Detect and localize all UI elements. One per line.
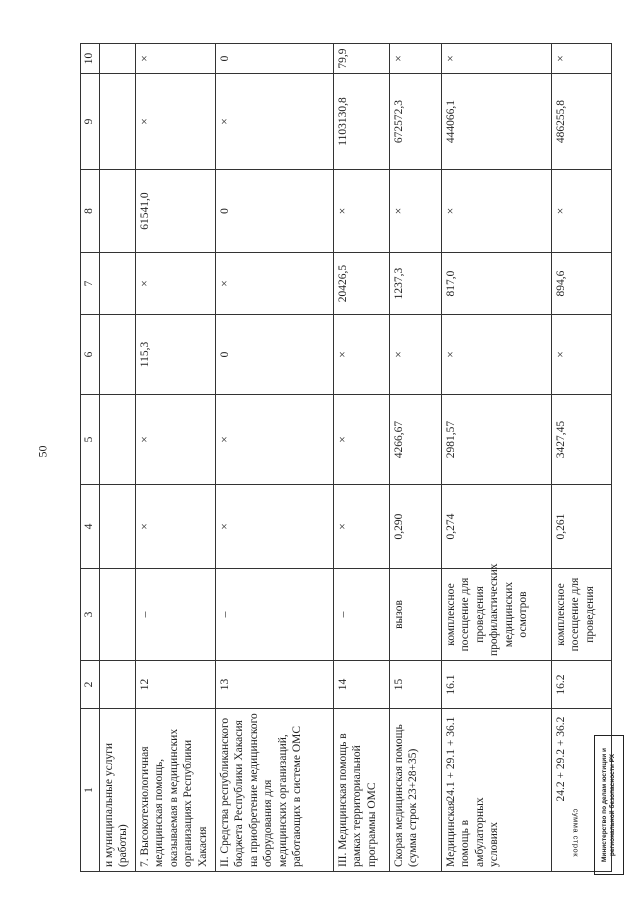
row-code: 16.1	[442, 661, 552, 709]
table-cell: ×	[552, 315, 612, 395]
header-cell: 5	[81, 395, 100, 485]
table-row	[442, 44, 552, 872]
table-cell: 61541,0	[136, 170, 216, 253]
table-row	[136, 44, 216, 872]
table-cell: ×	[216, 74, 334, 170]
header-cell: 2	[81, 661, 100, 709]
table-cell: –	[216, 569, 334, 661]
group-subrow	[554, 713, 568, 867]
ministry-stamp	[594, 735, 624, 875]
row-code	[100, 661, 136, 709]
row-label: 7. Высокотехнологичная медицинская помощь, оказываемая в медицинских организациях Республики Хакасия	[136, 709, 216, 872]
table-cell: ×	[136, 485, 216, 569]
header-cell: 10	[81, 44, 100, 74]
table-cell	[100, 395, 136, 485]
table-cell: –	[136, 569, 216, 661]
table-cell: 3427,45	[552, 395, 612, 485]
table-cell: ×	[136, 253, 216, 315]
table-cell	[100, 74, 136, 170]
table-cell: ×	[552, 44, 612, 74]
row-label: III. Медицинская помощь в рамках территориальной программы ОМС	[334, 709, 390, 872]
table-cell: ×	[334, 395, 390, 485]
table-cell: 486255,8	[552, 74, 612, 170]
table-cell: 79,9	[334, 44, 390, 74]
table-cell: 1103130,8	[334, 74, 390, 170]
row-label: и муниципальные услуги (работы)	[100, 709, 136, 872]
table-cell: ×	[216, 395, 334, 485]
header-cell: 8	[81, 170, 100, 253]
table-cell: ×	[136, 395, 216, 485]
row-label: II. Средства республиканского бюджета Республики Хакасия на приобретение медицинского оборудования для медицинских организаций, работающих в системе ОМС	[216, 709, 334, 872]
table-cell: комплексное посещение для проведения	[552, 569, 612, 661]
table-cell: 20426,5	[334, 253, 390, 315]
page-number: 50	[35, 445, 50, 458]
stamp-text: Министерство по делам юстиции и региональной безопасности РХ	[601, 747, 616, 863]
header-cell: 3	[81, 569, 100, 661]
table-cell: 2981,57	[442, 395, 552, 485]
table-row	[390, 44, 442, 872]
table-cell: ×	[334, 315, 390, 395]
header-cell: 9	[81, 74, 100, 170]
data-table	[80, 43, 612, 872]
sum-label: сумма строк	[571, 808, 581, 857]
table-cell: ×	[390, 44, 442, 74]
table-cell: 672572,3	[390, 74, 442, 170]
table-cell: ×	[216, 253, 334, 315]
group-subrow	[444, 713, 502, 867]
table-cell: ×	[442, 44, 552, 74]
table-cell: ×	[136, 44, 216, 74]
table-cell: –	[334, 569, 390, 661]
table-row	[334, 44, 390, 872]
row-code: 14	[334, 661, 390, 709]
row-code: 15	[390, 661, 442, 709]
table-cell: комплексное посещение для проведения профилактических медицинских осмотров	[442, 569, 552, 661]
table-cell: ×	[390, 170, 442, 253]
row-label: Скорая медицинская помощь (сумма строк 23+28+35)	[390, 709, 442, 872]
table-cell: 4266,67	[390, 395, 442, 485]
table-cell: вызов	[390, 569, 442, 661]
table-cell: ×	[334, 485, 390, 569]
table-cell	[100, 315, 136, 395]
table-cell: ×	[442, 170, 552, 253]
header-cell: 4	[81, 485, 100, 569]
row-code: 13	[216, 661, 334, 709]
header-cell: 6	[81, 315, 100, 395]
header-cell: 7	[81, 253, 100, 315]
table-cell	[100, 44, 136, 74]
table-cell: ×	[390, 315, 442, 395]
table-cell: 0,261	[552, 485, 612, 569]
table-cell: 817,0	[442, 253, 552, 315]
table-row	[216, 44, 334, 872]
row-code: 16.2	[552, 661, 612, 709]
table-cell: 0	[216, 315, 334, 395]
table-cell: ×	[216, 485, 334, 569]
table-cell: ×	[552, 170, 612, 253]
table-cell: 894,6	[552, 253, 612, 315]
table-cell: 0	[216, 170, 334, 253]
table-cell: 115,3	[136, 315, 216, 395]
table-row	[100, 44, 136, 872]
table-cell: ×	[442, 315, 552, 395]
header-cell: 1	[81, 709, 100, 872]
table-cell: 0,290	[390, 485, 442, 569]
header-row	[81, 44, 100, 872]
table-cell	[100, 569, 136, 661]
table-cell: ×	[136, 74, 216, 170]
row-code: 12	[136, 661, 216, 709]
table-cell: 444066,1	[442, 74, 552, 170]
group-cell	[442, 709, 552, 872]
table-cell	[100, 170, 136, 253]
table-cell: 0	[216, 44, 334, 74]
table-cell: 1237,3	[390, 253, 442, 315]
table-cell: ×	[334, 170, 390, 253]
rotated-table-container	[80, 48, 596, 872]
row-codes: 24.2 + 29.2 + 36.2	[555, 716, 567, 802]
table-cell	[100, 485, 136, 569]
group-label: Медицинская помощь в амбулаторных условиях	[445, 797, 501, 867]
table-cell	[100, 253, 136, 315]
table-cell: 0,274	[442, 485, 552, 569]
row-codes: 24.1 + 29.1 + 36.1	[445, 716, 457, 802]
